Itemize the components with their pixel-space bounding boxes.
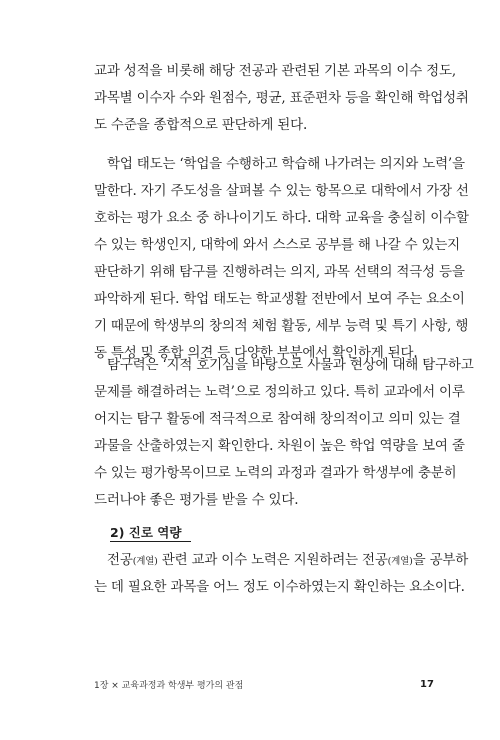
section-heading: 2) 진로 역량 <box>110 525 182 540</box>
text-line: 과목별 이수자 수와 원점수, 평균, 표준편차 등을 확인해 학업성취 <box>94 90 469 106</box>
text-line: 문제를 해결하려는 노력’으로 정의하고 있다. 특히 교과에서 이루 <box>94 384 465 400</box>
text-line: 수 있는 평가항목이므로 노력의 과정과 결과가 학생부에 충분히 <box>94 465 457 481</box>
text-segment: 관련 교과 이수 노력은 지원하려는 전공 <box>157 552 388 568</box>
text-annotation: (계열) <box>387 556 413 567</box>
heading-underline <box>110 541 191 542</box>
running-footer-chapter: 1장 × 교육과정과 학생부 평가의 관점 <box>94 681 244 691</box>
text-line: 과물을 산출하였는지 확인한다. 차원이 높은 학업 역량을 보여 줄 <box>94 438 465 454</box>
text-line: 도 수준을 종합적으로 판단하게 된다. <box>94 117 308 133</box>
text-line: 드러나야 좋은 평가를 받을 수 있다. <box>94 492 299 508</box>
text-line: 기 때문에 학생부의 창의적 체험 활동, 세부 능력 및 특기 사항, 행 <box>94 318 469 334</box>
text-line: 말한다. 자기 주도성을 살펴볼 수 있는 항목으로 대학에서 가장 선 <box>94 183 469 199</box>
text-line <box>94 547 469 574</box>
text-line: 판단하기 위해 탐구를 진행하려는 의지, 과목 선택의 적극성 등을 <box>94 264 465 280</box>
text-line: 동 특성 및 종합 의견 등 다양한 부분에서 확인하게 된다. <box>94 345 418 361</box>
text-line: 는 데 필요한 과목을 어느 정도 이수하였는지 확인하는 요소이다. <box>94 579 465 595</box>
text-line: 탐구력은 ‘지적 호기심을 바탕으로 사물과 현상에 대해 탐구하고 <box>107 357 474 373</box>
paragraph-academic-achievement <box>94 58 469 139</box>
text-segment: 전공 <box>107 552 133 568</box>
text-segment: 을 공부하 <box>412 552 469 568</box>
text-line: 교과 성적을 비롯해 해당 전공과 관련된 기본 과목의 이수 정도, <box>94 63 456 79</box>
paragraph-inquiry-ability <box>94 352 474 514</box>
text-line: 수 있는 학생인지, 대학에 와서 스스로 공부를 해 나갈 수 있는지 <box>94 237 461 253</box>
paragraph-career-competency <box>94 547 469 601</box>
paragraph-academic-attitude <box>94 151 469 367</box>
text-annotation: (계열) <box>132 556 158 567</box>
page-number: 17 <box>420 679 434 690</box>
text-line: 파악하게 된다. 학업 태도는 학교생활 전반에서 보여 주는 요소이 <box>94 291 465 307</box>
text-line: 호하는 평가 요소 중 하나이기도 하다. 대학 교육을 충실히 이수할 <box>94 210 469 226</box>
text-line: 학업 태도는 ‘학업을 수행하고 학습해 나가려는 의지와 노력’을 <box>107 156 465 172</box>
text-line: 어지는 탐구 활동에 적극적으로 참여해 창의적이고 의미 있는 결 <box>94 411 461 427</box>
